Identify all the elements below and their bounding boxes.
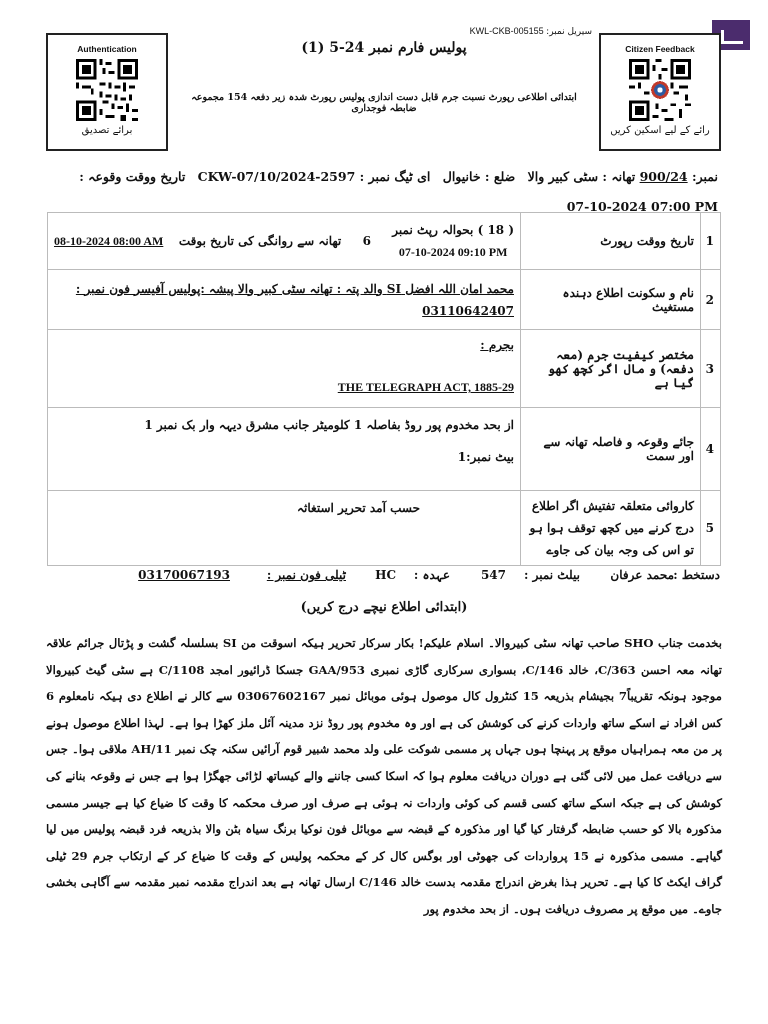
authentication-qr-code[interactable] [76,59,138,121]
authentication-box [46,33,168,151]
investigation-action: حسب آمد تحریر استغاثہ [48,491,521,566]
incident-datetime-label: تاریخ ووقت وقوعہ : [79,169,186,184]
row-number: 6 [362,234,371,248]
serial-number [470,26,592,37]
police-station: تھانہ : سٹی کبیر والا [527,169,636,184]
phone-label: ٹیلی فون نمبر : [266,568,346,582]
row-number: 3 [701,330,721,408]
offence-details [48,330,521,408]
fir-table [47,212,721,566]
report-datetime-cell [48,213,521,270]
table-row [48,491,721,566]
table-row [48,270,721,330]
etag-label: ای ٹیگ نمبر : [359,169,431,184]
row-label: کاروائی متعلقہ تفتیش اگر اطلاع درج کرنے میں کچھ توقف ہوا ہو تو اس کی وجہ بیان کی جاوے [521,491,701,566]
serial-label: سیریل نمبر: [546,27,592,37]
row-number: 5 [701,491,721,566]
belt-label: بیلٹ نمبر : [523,568,580,582]
citizen-feedback-qr-code[interactable] [629,59,691,121]
dispatch-label: تھانہ سے روانگی کی تاریخ بوقت [178,234,342,248]
signature-row [60,568,720,582]
first-info-heading: (ابتدائی اطلاع نیچے درج کریں) [300,600,468,615]
rank-label: عہدہ : [413,568,450,582]
authentication-title: Authentication [77,44,137,54]
case-number-label: نمبر: [692,169,718,184]
serial-value: KWL-CKB-005155 [469,26,544,36]
table-row [48,330,721,408]
crime-label: بجرم : [480,338,514,352]
report-narrative: بخدمت جناب SHO صاحب تھانہ سٹی کبیروالا۔ اسلام علیکم! بکار سرکار تحریر ہیکہ اسوقت من SI بسلسلہ گشت و پڑتال جرائم علاقہ تھانہ معہ احسن C/363، خالد C/146، بسواری سرکاری گاڑی نمبری GAA/953 جسکا ڈرائیور امجد C/1108 ہے سٹی گیٹ کبیروالا موجود ہونکہ تقریباً7 بجیشام بذریعہ 15 کنٹرول کال موصول ہوئی موبائل نمبر 03067602167 سے کالر نے اطلاع دی ہیکہ نامعلوم 6 کس افراد نے اسکے ساتھ واردات کرنے کی کوشش کی ہے اور وہ مخدوم پور روڈ نزد مدینہ آئل ملز کھڑا ہوا ہے۔ لہذا اطلاع موصول ہونے پر من معہ ہمراہیاں موقع پر پہنچا ہوں جہاں پر مسمی شوکت علی ولد محمد شبیر قوم آرائیں سکنہ چک نمبر AH/11 ملاقی ہوا۔ جس سے دریافت عمل میں لائی گئی ہے دوران دریافت معلوم ہوا کہ اسکا کسی جاننے والے کیساتھ لڑائی جھگڑا ہوا ہے جس نے وقوعہ بنانے کی کوشش کی ہے جبکہ اسکے ساتھ کسی قسم کی کوئی واردات نہ ہوئی ہے صرف اور صرف محکمہ کا وقت کا ضیاع کیا ہے جیسر مسمی مذکورہ بالا کو حسب ضابطہ گرفتار کیا گیا اور مذکورہ کے قبضہ سے موبائل فون نوکیا برنگ سیاہ بٹن والا بذریعہ فرد قبضہ پولیس میں لیا گیاہے۔ مسمی مذکورہ نے 15 پرواردات کی جھوٹی اور بوگس کال کر کے محکمہ پولیس کے وقت کا ضیاع کر کے ارتکاب جرم 29 ٹیلی گراف ایکٹ کا کیا ہے۔ تحریر ہذا بغرض اندراج مقدمہ بدست خالد C/146 ارسال تھانہ ہے بعد اندراج مقدمہ نمبر مقدمہ سے آگاہی بخشی جاوے۔ میں موقع پر مصروف دریافت ہوں۔ از بحد مخدوم پور [46,636,722,916]
report-reference [392,219,514,263]
table-row [48,213,721,270]
incident-location [48,408,521,491]
district: ضلع : خانیوال [442,169,516,184]
officer-name: محمد عرفان [610,568,674,582]
offence-act: THE TELEGRAPH ACT, 1885-29 [337,380,514,394]
table-row [48,408,721,491]
beat-number: بیٹ نمبر:1 [457,450,514,464]
row-label: تاریخ ووقت رپورٹ [521,213,701,270]
report-datetime: 07-10-2024 09:10 PM [398,245,508,259]
dispatch-datetime: 08-10-2024 08:00 AM [54,233,164,248]
row-number: 4 [701,408,721,491]
citizen-feedback-caption: رائے کے لیے اسکین کریں [610,125,710,136]
rank-value: HC [375,568,396,582]
case-number-value: 900/24 [639,169,688,184]
row-label: نام و سکونت اطلاع دہندہ مستغیث [521,270,701,330]
etag-value: CKW-07/10/2024-2597 [197,169,356,184]
citizen-feedback-title: Citizen Feedback [625,44,695,54]
authentication-caption: برائے تصدیق [81,125,133,136]
form-title: پولیس فارم نمبر 24-5 (1) [301,40,467,56]
row-label: جائے وقوعہ و فاصلہ تھانہ سے اور سمت [521,408,701,491]
form-subtitle: ابتدائی اطلاعی رپورٹ نسبت جرم قابل دست اندازی پولیس رپورٹ شدہ زیر دفعہ 154 مجموعہ ضابطہ فوجداری [191,92,577,114]
location-text: از بحد مخدوم پور روڈ بفاصلہ 1 کلومیٹر جانب مشرق دیہہ وار بک نمبر 1 [144,418,514,432]
row-number: 1 [701,213,721,270]
complainant-details: محمد امان اللہ افضل SI والد پتہ : تھانہ سٹی کبیر والا پیشہ :پولیس آفیسر فون نمبر : 03110642407 [48,270,521,330]
phone-value: 03170067193 [138,568,230,582]
incident-datetime-value: 07-10-2024 07:00 PM [566,199,718,214]
signed-label: دستخط : [673,568,720,582]
report-reference-label: ( 18 ) بحوالہ رپٹ نمبر [392,223,514,237]
belt-value: 547 [480,568,506,582]
citizen-feedback-box [599,33,721,151]
row-number: 2 [701,270,721,330]
row-label: مختصر کیفیت جرم (معہ دفعہ) و مال اگر کچھ کھو گیا ہے [521,330,701,408]
